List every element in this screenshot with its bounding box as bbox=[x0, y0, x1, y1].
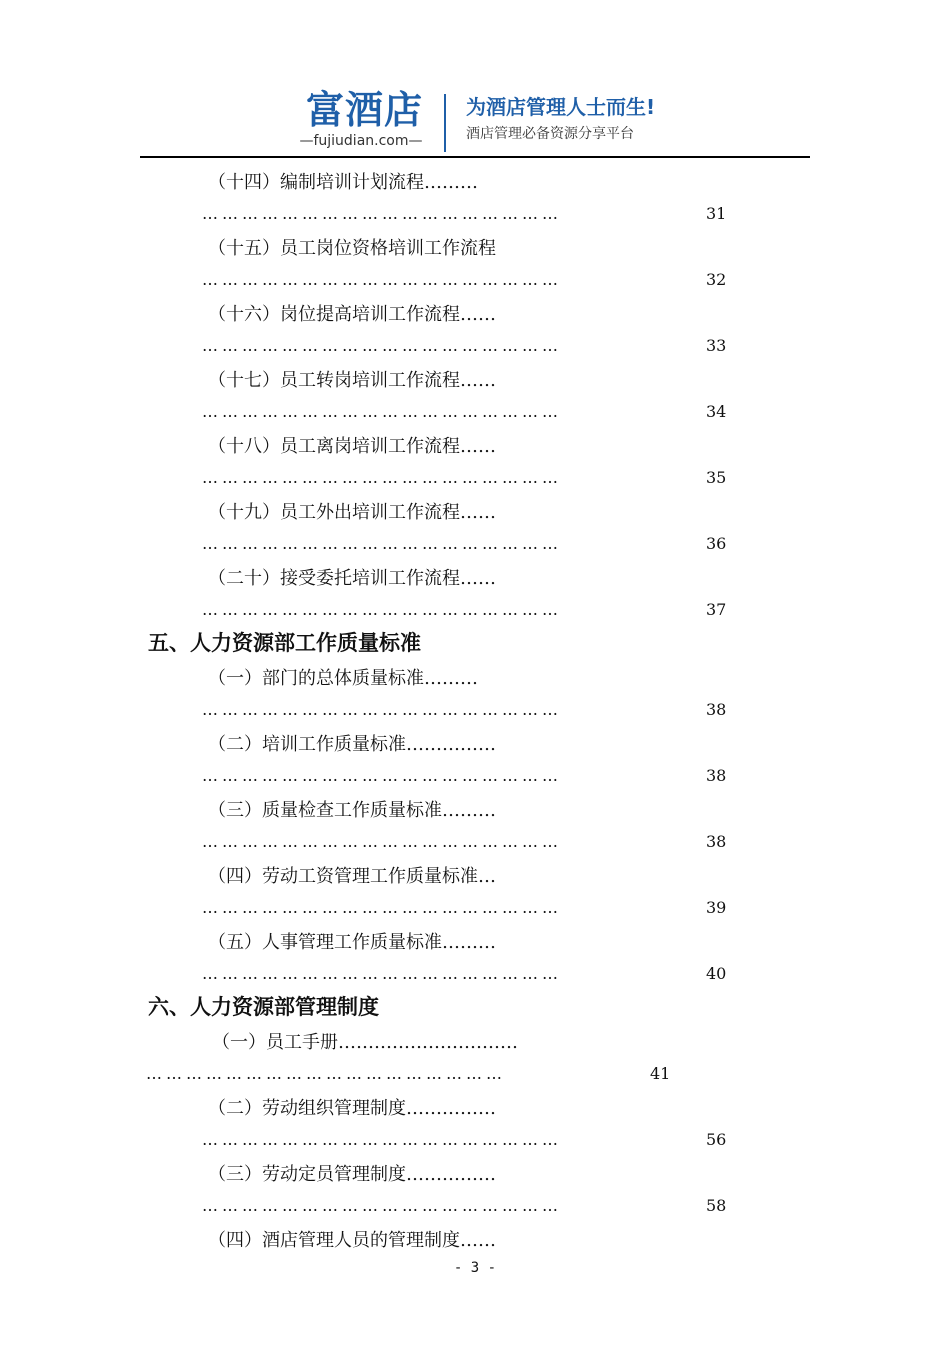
tagline: 酒店管理必备资源分享平台 bbox=[466, 126, 634, 142]
toc-entry[interactable] bbox=[0, 1222, 950, 1256]
toc-section[interactable] bbox=[0, 990, 950, 1024]
section-title: 六、人力资源部管理制度 bbox=[148, 994, 379, 1019]
toc-entry-title: （十六）岗位提高培训工作流程…… bbox=[208, 304, 496, 325]
toc-entry[interactable] bbox=[0, 792, 950, 858]
header-rule bbox=[140, 156, 810, 158]
toc-leader-dots: ……………………………………………… bbox=[202, 766, 562, 785]
toc-leader-dots: ……………………………………………… bbox=[202, 402, 562, 421]
toc-entry-title: （五）人事管理工作质量标准……… bbox=[208, 932, 496, 953]
toc-entry[interactable] bbox=[0, 924, 950, 990]
toc-leader-dots: ……………………………………………… bbox=[202, 700, 562, 719]
toc-leader bbox=[202, 896, 732, 920]
toc-leader-dots: ……………………………………………… bbox=[202, 534, 562, 553]
toc-entry[interactable] bbox=[0, 362, 950, 428]
section-title: 五、人力资源部工作质量标准 bbox=[148, 630, 421, 655]
toc-leader bbox=[146, 1062, 676, 1086]
toc-entry-title: （四）酒店管理人员的管理制度…… bbox=[208, 1230, 496, 1251]
toc-entry[interactable] bbox=[0, 230, 950, 296]
toc-leader bbox=[202, 202, 732, 226]
toc-page-number: 31 bbox=[706, 204, 727, 223]
toc-entry[interactable] bbox=[0, 296, 950, 362]
toc-leader-dots: ……………………………………………… bbox=[202, 964, 562, 983]
slogan: 为酒店管理人士而生! bbox=[466, 95, 656, 119]
toc-leader-dots: ……………………………………………… bbox=[202, 204, 562, 223]
toc-entry[interactable] bbox=[0, 560, 950, 626]
toc-page-number: 40 bbox=[706, 964, 727, 983]
toc-leader bbox=[202, 334, 732, 358]
toc-entry[interactable] bbox=[0, 164, 950, 230]
toc-leader-dots: ……………………………………………… bbox=[146, 1064, 506, 1083]
toc-leader-dots: ……………………………………………… bbox=[202, 832, 562, 851]
toc-page-number: 37 bbox=[706, 600, 727, 619]
toc-leader-dots: ……………………………………………… bbox=[202, 270, 562, 289]
toc-page-number: 35 bbox=[706, 468, 727, 487]
toc-leader bbox=[202, 962, 732, 986]
toc-entry-title: （一）部门的总体质量标准……… bbox=[208, 668, 478, 689]
toc-entry-title: （一）员工手册………………………… bbox=[212, 1032, 518, 1053]
toc-leader bbox=[202, 1194, 732, 1218]
toc-leader bbox=[202, 466, 732, 490]
toc-page-number: 33 bbox=[706, 336, 727, 355]
toc-page-number: 38 bbox=[706, 766, 727, 785]
toc-leader bbox=[202, 830, 732, 854]
toc-leader-dots: ……………………………………………… bbox=[202, 468, 562, 487]
toc-entry[interactable] bbox=[0, 428, 950, 494]
toc-leader bbox=[202, 1128, 732, 1152]
toc-entry[interactable] bbox=[0, 858, 950, 924]
toc-entry[interactable] bbox=[0, 1156, 950, 1222]
toc-entry-title: （四）劳动工资管理工作质量标准… bbox=[208, 866, 496, 887]
toc-page-number: 36 bbox=[706, 534, 727, 553]
toc-leader-dots: ……………………………………………… bbox=[202, 1130, 562, 1149]
toc-leader bbox=[202, 400, 732, 424]
toc-leader bbox=[202, 532, 732, 556]
toc-entry-title: （十七）员工转岗培训工作流程…… bbox=[208, 370, 496, 391]
toc-entry[interactable] bbox=[0, 1024, 950, 1090]
toc-page-number: 32 bbox=[706, 270, 727, 289]
toc-page-number: 38 bbox=[706, 700, 727, 719]
toc-entry-title: （三）质量检查工作质量标准……… bbox=[208, 800, 496, 821]
toc-entry-title: （十四）编制培训计划流程……… bbox=[208, 172, 478, 193]
toc-page-number: 38 bbox=[706, 832, 727, 851]
toc-entry[interactable] bbox=[0, 660, 950, 726]
toc-entry-title: （十八）员工离岗培训工作流程…… bbox=[208, 436, 496, 457]
logo-chinese-text: 富酒店 bbox=[306, 88, 424, 132]
table-of-contents bbox=[0, 164, 950, 1256]
toc-leader-dots: ……………………………………………… bbox=[202, 898, 562, 917]
toc-page-number: 34 bbox=[706, 402, 727, 421]
toc-page-number: 39 bbox=[706, 898, 727, 917]
brand-logo bbox=[286, 88, 436, 154]
toc-entry-title: （三）劳动定员管理制度…………… bbox=[208, 1164, 496, 1185]
toc-page-number: 56 bbox=[706, 1130, 727, 1149]
toc-leader bbox=[202, 268, 732, 292]
toc-leader-dots: ……………………………………………… bbox=[202, 336, 562, 355]
toc-section[interactable] bbox=[0, 626, 950, 660]
toc-entry-title: （二十）接受委托培训工作流程…… bbox=[208, 568, 496, 589]
page-number: - 3 - bbox=[453, 1260, 497, 1276]
toc-leader-dots: ……………………………………………… bbox=[202, 1196, 562, 1215]
toc-page-number: 41 bbox=[650, 1064, 671, 1083]
page-header bbox=[140, 88, 810, 160]
toc-leader bbox=[202, 598, 732, 622]
toc-entry-title: （二）劳动组织管理制度…………… bbox=[208, 1098, 496, 1119]
toc-leader bbox=[202, 698, 732, 722]
toc-entry-title: （十九）员工外出培训工作流程…… bbox=[208, 502, 496, 523]
toc-entry-title: （十五）员工岗位资格培训工作流程 bbox=[208, 238, 496, 259]
toc-entry[interactable] bbox=[0, 726, 950, 792]
toc-entry[interactable] bbox=[0, 1090, 950, 1156]
toc-page-number: 58 bbox=[706, 1196, 727, 1215]
toc-leader-dots: ……………………………………………… bbox=[202, 600, 562, 619]
toc-entry[interactable] bbox=[0, 494, 950, 560]
logo-divider bbox=[444, 94, 446, 152]
logo-domain-text: —fujiudian.com— bbox=[299, 133, 423, 149]
toc-leader bbox=[202, 764, 732, 788]
toc-entry-title: （二）培训工作质量标准…………… bbox=[208, 734, 496, 755]
